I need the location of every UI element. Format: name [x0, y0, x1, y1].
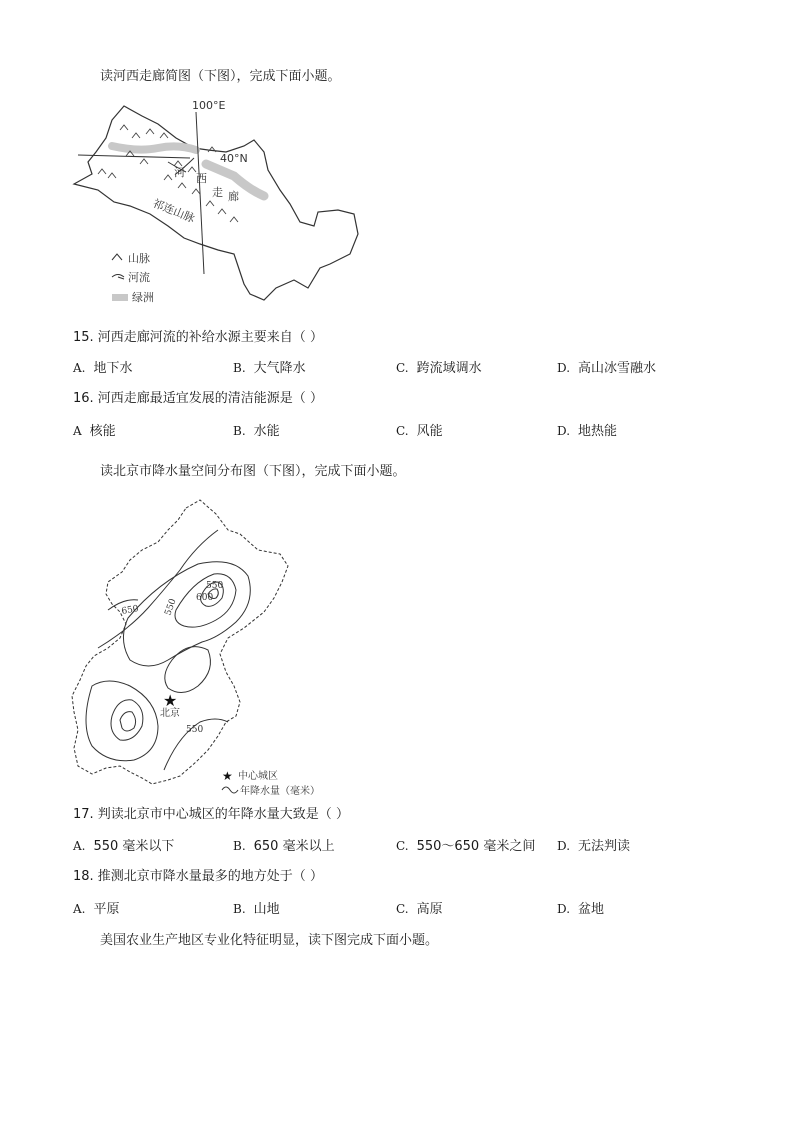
q17-option-b[interactable] [233, 837, 335, 856]
isoline-label-550a: 550 [206, 581, 224, 591]
option-letter: D. [557, 424, 571, 438]
q18-option-b[interactable] [233, 900, 280, 919]
option-letter: C. [396, 839, 409, 853]
legend-river-label: 河流 [128, 271, 150, 284]
lat-label: 40°N [220, 152, 248, 165]
legend-isoline-label: 年降水量（毫米） [240, 786, 320, 797]
oasis-swatch [112, 294, 128, 301]
q18-stem: 18. 推测北京市降水量最多的地方处于（ ） [73, 869, 323, 884]
q16-option-a[interactable] [73, 422, 116, 441]
q15-option-d[interactable] [557, 359, 656, 378]
option-text: 盆地 [578, 902, 605, 917]
q15-stem: 15. 河西走廊河流的补给水源主要来自（ ） [73, 330, 323, 345]
legend-star-icon: ★ [222, 769, 233, 783]
map2-legend [222, 769, 320, 797]
q15-option-c[interactable] [396, 359, 482, 378]
option-text: 高原 [416, 902, 443, 917]
option-text: 地下水 [93, 361, 133, 376]
option-text: 高山冰雪融水 [578, 361, 657, 376]
option-text: 水能 [253, 424, 280, 439]
option-letter: A. [73, 902, 86, 916]
option-text: 核能 [89, 424, 116, 439]
legend-city-label: 中心城区 [238, 771, 278, 782]
q17-option-d[interactable] [557, 837, 630, 856]
star-icon: ★ [163, 691, 178, 710]
q17-stem: 17. 判读北京市中心城区的年降水量大致是（ ） [73, 807, 349, 822]
option-text: 大气降水 [253, 361, 306, 376]
option-letter: C. [396, 902, 409, 916]
option-text: 风能 [416, 424, 443, 439]
option-text: 地热能 [578, 424, 618, 439]
q16-option-c[interactable] [396, 422, 443, 441]
q16-option-b[interactable] [233, 422, 280, 441]
mountain-icon [112, 254, 122, 260]
intro-hexi: 读河西走廊简图（下图），完成下面小题。 [100, 69, 341, 84]
isoline-label-550c: 550 [186, 725, 204, 735]
isoline-label-650: 650 [120, 604, 140, 617]
region-char-4: 廊 [228, 190, 239, 203]
intro-usa-agriculture: 美国农业生产地区专业化特征明显，读下图完成下面小题。 [100, 933, 439, 948]
q15-option-a[interactable] [73, 359, 133, 378]
q18-option-d[interactable] [557, 900, 604, 919]
option-text: 650 毫米以上 [253, 839, 335, 854]
q15-option-b[interactable] [233, 359, 306, 378]
mountain-label: 祁连山脉 [150, 196, 197, 226]
legend-mountain-label: 山脉 [128, 252, 150, 265]
option-text: 550 毫米以下 [93, 839, 175, 854]
option-letter: B. [233, 424, 246, 438]
option-letter: A. [73, 839, 86, 853]
region-char-2: 西 [196, 172, 207, 185]
map1-legend [112, 252, 154, 304]
q16-option-d[interactable] [557, 422, 617, 441]
option-letter: C. [396, 361, 409, 375]
option-letter: A [73, 424, 82, 438]
legend-oasis-label: 绿洲 [132, 291, 154, 304]
isoline-label-550b: 550 [163, 597, 179, 618]
option-text: 无法判读 [578, 839, 631, 854]
q17-option-c[interactable] [396, 837, 535, 856]
option-letter: A. [73, 361, 86, 375]
river-icon [112, 275, 124, 280]
option-text: 550～650 毫米之间 [416, 839, 536, 854]
option-letter: D. [557, 839, 571, 853]
intro-beijing: 读北京市降水量空间分布图（下图），完成下面小题。 [100, 464, 406, 479]
option-text: 跨流域调水 [416, 361, 482, 376]
option-letter: D. [557, 361, 571, 375]
option-text: 平原 [93, 902, 120, 917]
lon-label: 100°E [192, 99, 226, 112]
region-char-1: 河 [174, 166, 185, 179]
city-label: 北京 [160, 708, 180, 719]
isoline-icon [222, 787, 238, 793]
beijing-precipitation-map [68, 490, 338, 800]
option-letter: B. [233, 361, 246, 375]
isoline-label-600: 600 [196, 593, 214, 603]
option-letter: B. [233, 839, 246, 853]
option-letter: B. [233, 902, 246, 916]
q17-option-a[interactable] [73, 837, 174, 856]
option-text: 山地 [253, 902, 280, 917]
q18-option-c[interactable] [396, 900, 443, 919]
region-char-3: 走 [212, 186, 223, 199]
q18-option-a[interactable] [73, 900, 120, 919]
q16-stem: 16. 河西走廊最适宜发展的清洁能源是（ ） [73, 391, 323, 406]
hexi-corridor-map [68, 94, 368, 310]
option-letter: D. [557, 902, 571, 916]
option-letter: C. [396, 424, 409, 438]
